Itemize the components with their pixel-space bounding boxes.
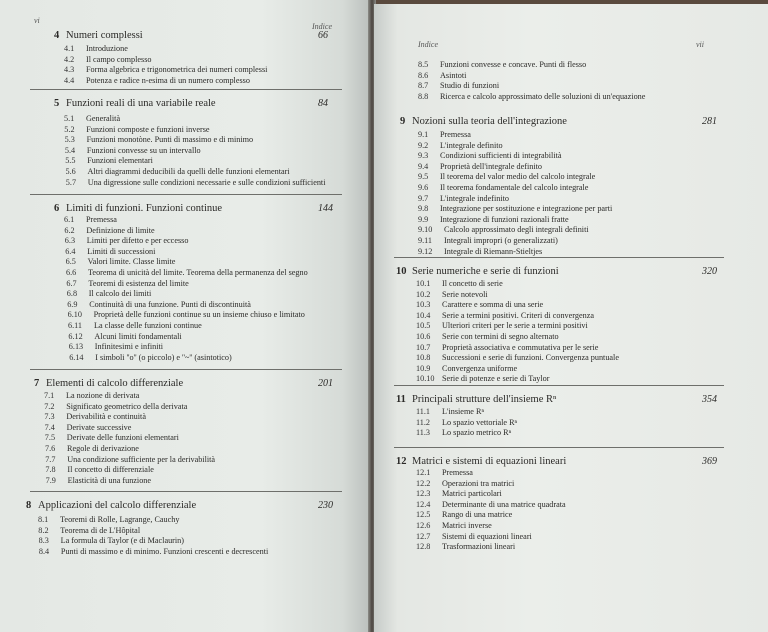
section-title: Carattere e somma di una serie xyxy=(442,300,544,310)
toc-entry xyxy=(416,290,488,300)
chapter-title: Elementi di calcolo differenziale xyxy=(46,378,184,389)
chapter-page: 201 xyxy=(318,378,333,389)
section-title: Il campo complesso xyxy=(86,54,152,64)
section-number: 8.5 xyxy=(418,60,429,69)
toc-entry xyxy=(418,225,589,235)
toc-entry xyxy=(66,257,176,267)
section-number: 9.10 xyxy=(418,225,433,235)
section-title: Funzioni convesse e concave. Punti di flesso xyxy=(440,60,587,69)
toc-entry xyxy=(416,332,559,342)
section-number: 5.2 xyxy=(64,124,75,134)
section-title: La nozione di derivata xyxy=(66,391,140,400)
section-number: 10.3 xyxy=(416,300,431,310)
chapter-heading xyxy=(54,30,340,44)
running-head-left: Indice xyxy=(312,22,332,31)
section-number: 4.1 xyxy=(64,44,75,53)
toc-entry xyxy=(65,247,155,257)
toc-entry xyxy=(38,526,140,536)
chapter-divider xyxy=(394,257,724,258)
toc-entry xyxy=(416,489,502,499)
chapter-number: 8 xyxy=(26,500,32,511)
section-title: Premessa xyxy=(86,215,117,224)
toc-entry xyxy=(416,374,550,384)
section-title: Continuità di una funzione. Punti di discontinuità xyxy=(89,299,251,309)
section-title: La classe delle funzioni continue xyxy=(94,321,202,330)
section-title: Rango di una matrice xyxy=(442,510,513,520)
section-title: Condizioni sufficienti di integrabilità xyxy=(440,151,562,161)
section-title: Regole di derivazione xyxy=(67,444,139,453)
chapter-heading xyxy=(26,500,340,514)
toc-entry xyxy=(418,81,499,91)
toc-entry xyxy=(68,310,305,320)
chapter-number: 9 xyxy=(400,116,406,127)
section-number: 9.6 xyxy=(418,183,429,192)
section-title: Limiti per difetto e per eccesso xyxy=(86,236,189,246)
section-title: Calcolo approssimato degli integrali definiti xyxy=(444,225,589,235)
toc-entry xyxy=(67,289,152,299)
section-title: Asintoti xyxy=(440,70,467,80)
section-title: Punti di massimo e di minimo. Funzioni crescenti e decrescenti xyxy=(60,546,269,556)
toc-entry xyxy=(66,178,326,188)
toc-entry xyxy=(66,167,290,177)
chapter-title: Principali strutture dell'insieme Rⁿ xyxy=(412,394,557,405)
section-number: 10.10 xyxy=(416,374,435,384)
section-title: Limiti di successioni xyxy=(87,246,156,256)
section-number: 5.4 xyxy=(64,145,76,155)
section-number: 7.6 xyxy=(45,444,56,453)
section-title: Lo spazio vettoriale Rⁿ xyxy=(442,417,518,427)
toc-entry xyxy=(68,332,181,342)
section-title: Funzioni elementari xyxy=(87,156,153,166)
chapter-title: Nozioni sulla teoria dell'integrazione xyxy=(412,116,567,127)
section-number: 8.2 xyxy=(38,525,49,535)
section-title: Premessa xyxy=(442,468,473,477)
chapter-title: Numeri complessi xyxy=(66,30,143,41)
section-number: 6.7 xyxy=(66,278,77,288)
section-number: 6.3 xyxy=(64,236,76,246)
section-number: 6.4 xyxy=(65,246,76,256)
chapter-page: 230 xyxy=(318,500,333,511)
toc-entry xyxy=(64,65,267,75)
toc-entry xyxy=(68,321,202,331)
section-title: Il teorema fondamentale del calcolo integrale xyxy=(440,183,589,192)
section-title: Operazioni tra matrici xyxy=(442,478,515,488)
page-number-left: vi xyxy=(34,16,40,25)
section-number: 8.3 xyxy=(38,536,49,546)
section-number: 12.2 xyxy=(416,478,431,488)
toc-entry xyxy=(66,268,308,278)
toc-entry xyxy=(39,536,184,546)
chapter-heading xyxy=(400,116,724,130)
section-title: Teorema di de L'Hôpital xyxy=(60,525,141,535)
section-title: La formula di Taylor (e di Maclaurin) xyxy=(60,536,185,546)
section-title: Matrici particolari xyxy=(442,489,502,499)
chapter-divider xyxy=(30,491,342,492)
section-number: 4.4 xyxy=(64,75,75,85)
section-number: 10.7 xyxy=(416,342,431,352)
section-number: 12.6 xyxy=(416,521,431,530)
section-title: L'integrale definito xyxy=(440,140,503,150)
chapter-number: 12 xyxy=(396,456,407,467)
section-number: 4.3 xyxy=(64,65,75,75)
section-title: Significato geometrico della derivata xyxy=(66,401,188,411)
toc-entry xyxy=(416,353,619,363)
toc-entry xyxy=(65,156,153,166)
chapter-number: 5 xyxy=(54,98,60,109)
toc-entry xyxy=(45,455,215,465)
section-title: Il concetto di differenziale xyxy=(67,465,154,475)
toc-entry xyxy=(418,247,542,257)
section-title: Serie di potenze e serie di Taylor xyxy=(442,374,550,384)
section-number: 9.8 xyxy=(418,204,429,214)
section-title: Una condizione sufficiente per la derivabilità xyxy=(67,454,216,464)
toc-entry xyxy=(46,476,151,486)
toc-entry xyxy=(416,521,492,531)
section-title: Proprietà associativa e commutativa per le serie xyxy=(442,342,599,352)
chapter-page: 144 xyxy=(318,203,333,214)
section-number: 8.6 xyxy=(418,70,429,80)
section-title: Il calcolo dei limiti xyxy=(88,289,152,299)
section-number: 10.4 xyxy=(416,310,431,320)
section-title: Integrazione per sostituzione e integrazione per parti xyxy=(440,204,613,214)
toc-entry xyxy=(65,135,253,145)
section-number: 8.4 xyxy=(38,546,50,556)
toc-entry xyxy=(416,500,566,510)
toc-entry xyxy=(67,300,251,310)
section-title: Teoremi di esistenza del limite xyxy=(88,278,189,288)
section-number: 11.2 xyxy=(416,417,431,427)
section-number: 5.3 xyxy=(64,135,75,145)
section-number: 10.9 xyxy=(416,363,431,373)
section-title: Potenza e radice n-esima di un numero complesso xyxy=(86,75,250,85)
section-title: Trasformazioni lineari xyxy=(442,542,516,552)
chapter-number: 6 xyxy=(54,203,60,214)
chapter-number: 10 xyxy=(396,266,407,277)
toc-entry xyxy=(418,92,645,102)
section-title: Alcuni limiti fondamentali xyxy=(94,331,182,341)
toc-entry xyxy=(416,479,514,489)
section-title: Teoremi di Rolle, Lagrange, Cauchy xyxy=(60,515,180,524)
toc-entry xyxy=(39,547,268,557)
toc-entry xyxy=(418,236,558,246)
section-number: 9.2 xyxy=(418,140,429,150)
section-title: Integrali impropri (o generalizzati) xyxy=(444,236,558,245)
toc-entry xyxy=(416,407,484,417)
toc-entry xyxy=(45,423,132,433)
section-title: Una digressione sulle condizioni necessarie e sulle condizioni sufficienti xyxy=(87,177,326,187)
chapter-number: 4 xyxy=(54,30,60,41)
section-title: Integrazione di funzioni razionali fratte xyxy=(440,214,569,224)
section-number: 9.4 xyxy=(418,161,429,171)
toc-entry xyxy=(416,311,594,321)
toc-entry xyxy=(38,515,179,525)
section-title: Teorema di unicità del limite. Teorema della permanenza del segno xyxy=(88,268,308,277)
toc-entry xyxy=(416,343,598,353)
section-number: 6.14 xyxy=(69,352,84,362)
section-title: L'insieme Rⁿ xyxy=(442,407,485,416)
chapter-divider xyxy=(30,194,342,195)
toc-entry xyxy=(416,300,543,310)
section-title: Proprietà delle funzioni continue su un insieme chiuso e limitato xyxy=(93,310,305,320)
section-title: Generalità xyxy=(86,114,121,123)
chapter-heading xyxy=(396,394,724,408)
toc-entry xyxy=(66,279,188,289)
toc-entry xyxy=(416,542,515,552)
toc-entry xyxy=(418,60,586,70)
section-title: I simboli ''o'' (o piccolo) e ''~'' (asintotico) xyxy=(95,352,232,362)
section-title: Integrale di Riemann-Stieltjes xyxy=(444,246,543,256)
toc-entry xyxy=(64,114,120,124)
chapter-title: Limiti di funzioni. Funzioni continue xyxy=(66,203,223,214)
section-title: L'integrale indefinito xyxy=(440,193,509,203)
toc-entry xyxy=(418,151,562,161)
section-number: 7.2 xyxy=(44,401,55,411)
section-number: 9.1 xyxy=(418,130,429,139)
section-number: 6.8 xyxy=(66,289,78,299)
chapter-heading xyxy=(396,266,724,280)
running-head-right: Indice xyxy=(418,40,438,49)
section-title: Matrici inverse xyxy=(442,521,492,530)
section-number: 7.8 xyxy=(45,465,56,475)
chapter-number: 11 xyxy=(396,394,406,405)
section-number: 9.5 xyxy=(418,172,429,182)
right-page xyxy=(374,4,768,632)
section-number: 5.1 xyxy=(64,114,75,123)
section-title: Il teorema del valor medio del calcolo integrale xyxy=(440,172,596,182)
toc-entry xyxy=(418,183,588,193)
section-number: 7.9 xyxy=(45,475,56,485)
section-title: Lo spazio metrico Rⁿ xyxy=(442,428,512,438)
toc-entry xyxy=(64,44,128,54)
section-title: Determinante di una matrice quadrata xyxy=(442,499,566,509)
chapter-title: Funzioni reali di una variabile reale xyxy=(66,98,216,109)
section-title: Funzioni composte e funzioni inverse xyxy=(86,124,210,134)
section-title: Derivate delle funzioni elementari xyxy=(66,433,179,443)
section-title: Introduzione xyxy=(86,44,128,53)
section-number: 9.3 xyxy=(418,151,429,161)
section-number: 10.5 xyxy=(416,321,431,331)
section-number: 9.9 xyxy=(418,214,429,224)
toc-entry xyxy=(418,204,612,214)
toc-entry xyxy=(69,353,232,363)
section-title: Altri diagrammi deducibili da quelli delle funzioni elementari xyxy=(87,167,290,176)
section-number: 4.2 xyxy=(64,54,75,64)
toc-entry xyxy=(416,468,473,478)
section-number: 10.6 xyxy=(416,332,431,341)
toc-entry xyxy=(65,146,201,156)
chapter-heading xyxy=(54,98,340,112)
section-title: Derivabilità e continuità xyxy=(66,412,146,422)
toc-entry xyxy=(418,215,569,225)
toc-entry xyxy=(418,162,542,172)
section-number: 5.5 xyxy=(65,156,76,166)
toc-entry xyxy=(65,236,189,246)
chapter-title: Matrici e sistemi di equazioni lineari xyxy=(412,456,567,467)
section-number: 6.6 xyxy=(66,268,77,277)
section-title: Valori limite. Classe limite xyxy=(87,257,176,267)
section-number: 10.8 xyxy=(416,353,431,363)
section-number: 6.2 xyxy=(64,225,75,235)
section-number: 9.7 xyxy=(418,193,429,203)
toc-entry xyxy=(416,532,532,542)
section-number: 6.1 xyxy=(64,215,75,224)
section-title: Funzioni convesse su un intervallo xyxy=(86,145,201,155)
chapter-page: 354 xyxy=(702,394,717,405)
chapter-page: 320 xyxy=(702,266,717,277)
chapter-divider xyxy=(394,447,724,448)
section-number: 10.2 xyxy=(416,289,431,299)
section-number: 7.3 xyxy=(44,412,55,422)
toc-entry xyxy=(44,412,146,422)
page-number-right: vii xyxy=(696,40,704,49)
toc-entry xyxy=(416,418,517,428)
section-title: Premessa xyxy=(440,130,471,139)
toc-entry xyxy=(418,194,509,204)
section-title: Derivate successive xyxy=(66,422,132,432)
section-number: 6.13 xyxy=(68,342,84,352)
section-number: 7.5 xyxy=(44,433,56,443)
toc-entry xyxy=(64,215,117,225)
chapter-divider xyxy=(30,369,342,370)
section-title: Sistemi di equazioni lineari xyxy=(442,531,532,541)
section-number: 6.10 xyxy=(67,310,82,320)
section-number: 12.1 xyxy=(416,468,431,477)
section-title: Infinitesimi e infiniti xyxy=(94,342,164,352)
section-title: Forma algebrica e trigonometrica dei numeri complessi xyxy=(86,65,268,75)
section-number: 5.6 xyxy=(65,167,76,176)
chapter-title: Applicazioni del calcolo differenziale xyxy=(38,500,197,511)
chapter-number: 7 xyxy=(34,378,40,389)
chapter-heading xyxy=(34,378,340,392)
section-title: Serie a termini positivi. Criteri di convergenza xyxy=(442,310,594,320)
toc-entry xyxy=(45,465,153,475)
toc-entry xyxy=(45,433,179,443)
section-number: 12.3 xyxy=(416,489,431,499)
section-title: Il concetto di serie xyxy=(442,279,503,288)
toc-entry xyxy=(418,130,471,140)
section-number: 12.5 xyxy=(416,510,431,520)
toc-entry xyxy=(44,402,187,412)
chapter-divider xyxy=(394,385,724,386)
section-title: Serie con termini di segno alternato xyxy=(442,332,559,341)
chapter-divider xyxy=(30,89,342,90)
section-number: 7.4 xyxy=(44,422,55,432)
section-number: 12.8 xyxy=(416,542,431,552)
toc-entry xyxy=(69,342,163,352)
toc-entry xyxy=(416,321,588,331)
section-title: Funzioni monotòne. Punti di massimo e di minimo xyxy=(86,135,254,145)
section-number: 9.12 xyxy=(418,246,433,256)
toc-entry xyxy=(64,76,250,86)
section-number: 6.11 xyxy=(68,321,83,330)
toc-entry xyxy=(418,141,503,151)
section-number: 10.1 xyxy=(416,279,431,288)
toc-entry xyxy=(416,364,517,374)
section-title: Elasticità di una funzione xyxy=(67,475,152,485)
section-number: 6.5 xyxy=(65,257,76,267)
toc-entry xyxy=(418,71,466,81)
section-number: 12.4 xyxy=(416,499,431,509)
section-number: 12.7 xyxy=(416,531,431,541)
section-number: 11.1 xyxy=(416,407,431,416)
section-title: Successioni e serie di funzioni. Convergenza puntuale xyxy=(442,353,619,363)
section-number: 9.11 xyxy=(418,236,433,245)
section-number: 6.12 xyxy=(68,331,83,341)
section-number: 8.8 xyxy=(418,91,429,101)
chapter-page: 66 xyxy=(318,30,328,41)
section-title: Proprietà dell'integrale definito xyxy=(440,161,542,171)
section-number: 5.7 xyxy=(65,177,77,187)
section-title: Ricerca e calcolo approssimato delle soluzioni di un'equazione xyxy=(440,91,646,101)
toc-entry xyxy=(418,172,595,182)
left-page xyxy=(0,0,372,632)
section-number: 7.1 xyxy=(44,391,55,400)
chapter-page: 281 xyxy=(702,116,717,127)
toc-entry xyxy=(44,391,139,401)
toc-entry xyxy=(416,510,512,520)
chapter-title: Serie numeriche e serie di funzioni xyxy=(412,266,559,277)
chapter-page: 84 xyxy=(318,98,328,109)
chapter-page: 369 xyxy=(702,456,717,467)
section-title: Convergenza uniforme xyxy=(442,363,518,373)
toc-entry xyxy=(45,444,139,454)
section-title: Ulteriori criteri per le serie a termini positivi xyxy=(442,321,588,331)
toc-entry xyxy=(64,226,154,236)
section-title: Serie notevoli xyxy=(442,289,488,299)
toc-entry xyxy=(416,428,511,438)
toc-entry xyxy=(64,55,151,65)
section-number: 6.9 xyxy=(67,299,78,309)
toc-entry xyxy=(64,125,209,135)
section-number: 8.1 xyxy=(38,515,49,524)
section-title: Definizione di limite xyxy=(86,225,155,235)
toc-entry xyxy=(416,279,503,289)
section-number: 8.7 xyxy=(418,81,429,91)
section-title: Studio di funzioni xyxy=(440,81,500,91)
section-number: 7.7 xyxy=(45,454,56,464)
section-number: 11.3 xyxy=(416,428,431,438)
